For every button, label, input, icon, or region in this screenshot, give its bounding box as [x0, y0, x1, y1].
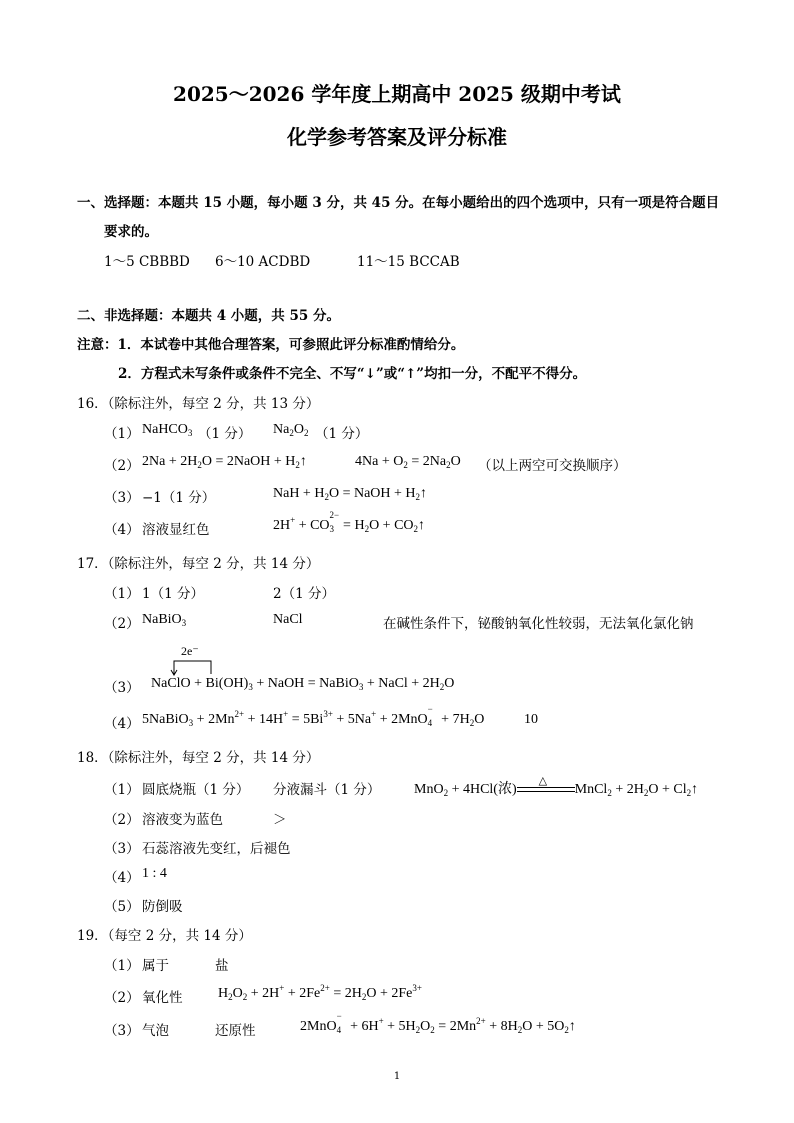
q19-2-label: （2） — [104, 990, 140, 1006]
q19-header: 19．（每空 2 分，共 14 分） — [77, 928, 252, 944]
q16-header: 16．（除标注外，每空 2 分，共 13 分） — [77, 396, 320, 412]
page-number: 1 — [393, 1071, 401, 1082]
q17-2-answer-b: NaCl — [273, 612, 303, 627]
q18-1-label: （1） — [104, 782, 140, 798]
q18-3-label: （3） — [104, 841, 140, 857]
q16-2-equation-b: $4Na + O_2 = 2Na_2O$ — [355, 454, 461, 470]
q16-3-answer-a: −1（1 分） — [142, 490, 216, 506]
q17-2-label: （2） — [104, 616, 140, 632]
q17-header: 17．（除标注外，每空 2 分，共 14 分） — [77, 556, 320, 572]
q16-2-equation-a: $2Na + 2H_2O$ = 2NaOH + $H_2↑$ — [142, 454, 307, 470]
q19-2-answer-a: 氧化性 — [142, 990, 183, 1006]
page-subtitle: 化学参考答案及评分标准 — [287, 125, 507, 149]
q17-2-answer-a: NaBiO$_3$ — [142, 612, 187, 628]
heat-condition-sign: △ — [517, 783, 575, 797]
q17-1-answer-a: 1（1 分） — [142, 586, 204, 602]
q19-3-answer-a: 气泡 — [142, 1023, 169, 1039]
q19-1-answer-a: 属于 — [142, 958, 169, 974]
note-1: 注意：1．本试卷中其他合理答案，可参照此评分标准酌情给分。 — [77, 337, 465, 353]
q16-1-answer-b: $Na_2O_2$ — [273, 422, 309, 438]
q19-3-equation: 2MnO − 4 + $6H^+ + 5H_2O_2 = 2Mn^{2+} + 8H_2O$ + $5O_2↑$ — [300, 1010, 576, 1035]
q17-4-label: （4） — [104, 716, 140, 732]
q16-3-label: （3） — [104, 490, 140, 506]
mc-answers-6-10: 6～10 ACDBD — [215, 254, 311, 270]
q17-1-answer-b: 2（1 分） — [273, 586, 335, 602]
q16-4-answer-a: 溶液显红色 — [142, 522, 210, 538]
q17-2-answer-c: 在碱性条件下，铋酸钠氧化性较弱，无法氧化氯化钠 — [383, 616, 694, 632]
section1-header: 一、选择题：本题共 15 小题，每小题 3 分，共 45 分。在每小题给出的四个选项中，只有一项是符合题目 — [77, 195, 720, 211]
q18-header: 18．（除标注外，每空 2 分，共 14 分） — [77, 750, 320, 766]
q17-3-equation: NaClO + $Bi(OH)_3$ + NaOH = NaBiO$_3$ + NaCl + $2H_2O$ — [151, 676, 455, 692]
q19-3-label: （3） — [104, 1023, 140, 1039]
q17-1-label: （1） — [104, 586, 140, 602]
q16-4-label: （4） — [104, 522, 140, 538]
q19-1-label: （1） — [104, 958, 140, 974]
q17-4-answer: 10 — [524, 712, 538, 727]
q17-4-equation: 5NaBiO$_3$ + $2Mn^{2+} + 14H^+ = 5Bi^{3+} + 5Na^+ + 2MnO$ − 4 + $7H_2O$ — [142, 703, 485, 728]
q18-1-equation: MnO$_2$ + 4HCl(浓) △ MnCl$_2$ + $2H_2O$ + $Cl_2↑$ — [414, 774, 699, 798]
q18-3-answer-a: 石蕊溶液先变红，后褪色 — [142, 841, 291, 857]
page-title: 2025～2026 学年度上期高中 2025 级期中考试 — [173, 82, 621, 106]
q16-2-note: （以上两空可交换顺序） — [478, 458, 627, 474]
q18-4-answer-a: 1 : 4 — [142, 866, 167, 881]
q16-2-label: （2） — [104, 458, 140, 474]
section1-header-cont: 要求的。 — [104, 224, 158, 240]
q18-2-answer-a: 溶液变为蓝色 — [142, 812, 223, 828]
q18-5-answer-a: 防倒吸 — [142, 899, 183, 915]
q18-2-label: （2） — [104, 812, 140, 828]
q16-3-equation: NaH + $H_2O$ = NaOH + $H_2↑$ — [273, 486, 428, 502]
electron-transfer-label: 2e⁻ — [181, 644, 199, 658]
q16-1-a-note: （1 分） — [198, 426, 252, 442]
q16-1-answer-a: NaHCO$_3$ — [142, 422, 193, 438]
conc-label: 浓 — [497, 782, 512, 797]
q18-2-answer-b: ＞ — [273, 812, 287, 828]
electron-transfer-bracket — [170, 660, 220, 676]
q19-3-answer-b: 还原性 — [215, 1023, 256, 1039]
q17-3-label: （3） — [104, 680, 140, 696]
q19-1-answer-b: 盐 — [215, 958, 229, 974]
q18-4-label: （4） — [104, 870, 140, 886]
note-2: 2．方程式未写条件或条件不完全、不写“↓”或“↑”均扣一分，不配平不得分。 — [118, 366, 587, 382]
q18-1-answer-a: 圆底烧瓶（1 分） — [142, 782, 250, 798]
q19-2-equation: $H_2O_2 + 2H^+ + 2Fe^{2+} = 2H_2O + 2Fe^{3+}$ — [218, 983, 422, 1002]
section2-header: 二、非选择题：本题共 4 小题，共 55 分。 — [77, 308, 340, 324]
mc-answers-11-15: 11～15 BCCAB — [357, 254, 460, 270]
q16-4-equation: 2H+ + CO 2− 3 = $H_2O$ + $CO_2↑$ — [273, 509, 426, 534]
q18-5-label: （5） — [104, 899, 140, 915]
q18-1-answer-b: 分液漏斗（1 分） — [273, 782, 381, 798]
mc-answers-1-5: 1～5 CBBBD — [104, 254, 190, 270]
q16-1-b-note: （1 分） — [315, 426, 369, 442]
q16-1-label: （1） — [104, 426, 140, 442]
